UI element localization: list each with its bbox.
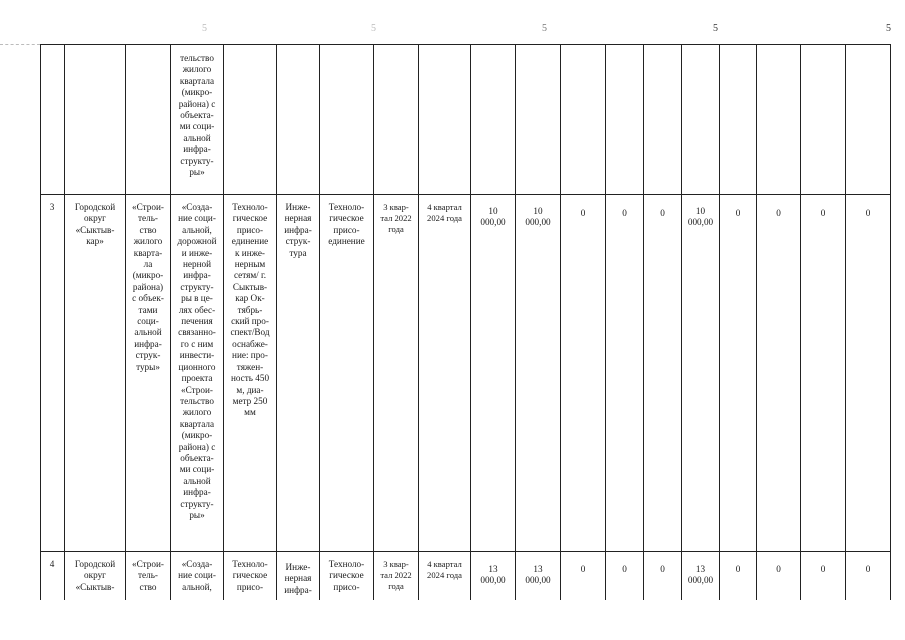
page-number-faint-1: 5: [202, 23, 207, 34]
row-3-end: 4 квартал 2024 года: [427, 202, 462, 223]
row-3-value-6: 10 000,00: [687, 206, 714, 228]
table-rule: [40, 551, 890, 552]
row-3-municipality: Городской округ «Сыктыв- кар»: [74, 202, 116, 247]
table-rule: [560, 44, 561, 600]
table-rule: [373, 44, 374, 600]
row-4-municipality: Городской округ «Сыктыв-: [74, 559, 116, 592]
row-4-value-8: 0: [776, 564, 781, 574]
table-rule: [890, 44, 891, 600]
row-4-infra-type: Инже- нерная инфра-: [284, 562, 312, 595]
row-4-value-5: 0: [660, 564, 665, 574]
table-rule: [756, 44, 757, 600]
row-3-value-1: 10 000,00: [480, 206, 506, 228]
table-rule: [845, 44, 846, 600]
table-rule: [681, 44, 682, 600]
scan-edge-line: [0, 44, 40, 45]
page-number-3: 5: [542, 23, 547, 34]
table-rule: [40, 44, 41, 600]
continuation-purpose-cell: тельство жилого квартала (микро- района) с объекта- ми соци- альной инфра- структу- ры»: [178, 53, 216, 178]
row-4-value-3: 0: [580, 564, 586, 574]
table-rule: [276, 44, 277, 600]
row-3-value-8: 0: [776, 208, 781, 218]
row-3-value-2: 10 000,00: [525, 206, 551, 228]
table-rule: [605, 44, 606, 600]
row-3-value-4: 0: [622, 208, 627, 218]
table-rule: [719, 44, 720, 600]
row-4-project: «Строи- тель- ство: [132, 559, 164, 592]
row-3-project: «Строи- тель- ство жилого кварта- ла (микро- района) с объек- тами соци- альной инфра- струк- туры»: [132, 202, 164, 372]
row-3-value-3: 0: [580, 208, 586, 218]
table-rule: [64, 44, 65, 600]
row-3-value-10: 0: [865, 208, 871, 218]
row-3-start: 3 квар- тал 2022 года: [380, 202, 412, 234]
row-3-number: 3: [49, 202, 55, 212]
row-3-infra-type: Инже- нерная инфра- струк- тура: [284, 202, 312, 258]
row-4-value-1: 13 000,00: [480, 564, 506, 586]
row-3-work-type: Техноло- гическое присо- единение: [328, 202, 365, 247]
row-4-start: 3 квар- тал 2022 года: [380, 559, 412, 591]
row-4-purpose: «Созда- ние соци- альной,: [178, 559, 216, 592]
page-number-4: 5: [713, 23, 718, 34]
row-3-object: Техноло- гическое присо- единение к инже- нерным сетям/ г. Сыктыв- кар Ок- тябрь- ский про- спект/Вод оснабже- ние: про- тяжен- ность 450 м, диа- метр 250 мм: [230, 202, 270, 418]
row-4-value-6: 13 000,00: [687, 564, 714, 586]
row-4-value-7: 0: [735, 564, 741, 574]
row-3-value-7: 0: [735, 208, 741, 218]
table-rule: [40, 194, 890, 195]
row-4-value-9: 0: [820, 564, 826, 574]
table-rule: [800, 44, 801, 600]
row-4-end: 4 квартал 2024 года: [427, 559, 462, 580]
table-rule: [470, 44, 471, 600]
row-4-value-2: 13 000,00: [525, 564, 551, 586]
table-rule: [643, 44, 644, 600]
row-4-object: Техноло- гическое присо-: [232, 559, 268, 592]
table-rule: [319, 44, 320, 600]
table-rule: [418, 44, 419, 600]
page-number-5: 5: [886, 23, 891, 34]
row-3-value-5: 0: [660, 208, 665, 218]
row-4-number: 4: [49, 559, 55, 569]
table-rule: [40, 44, 890, 45]
row-4-work-type: Техноло- гическое присо-: [328, 559, 365, 592]
row-3-purpose: «Созда- ние соци- альной, дорожной и инже- нерной инфра- структу- ры в це- лях обес- печения связанно- го с ним инвести- ционного проекта «Строи- тельство жилого квартала (микро- района) с объекта- ми соци- альной инфра- структу- ры»: [177, 202, 217, 520]
row-4-value-10: 0: [865, 564, 871, 574]
page-number-faint-2: 5: [371, 23, 376, 34]
data-table: [40, 44, 890, 600]
table-rule: [515, 44, 516, 600]
row-4-value-4: 0: [622, 564, 627, 574]
row-3-value-9: 0: [820, 208, 826, 218]
